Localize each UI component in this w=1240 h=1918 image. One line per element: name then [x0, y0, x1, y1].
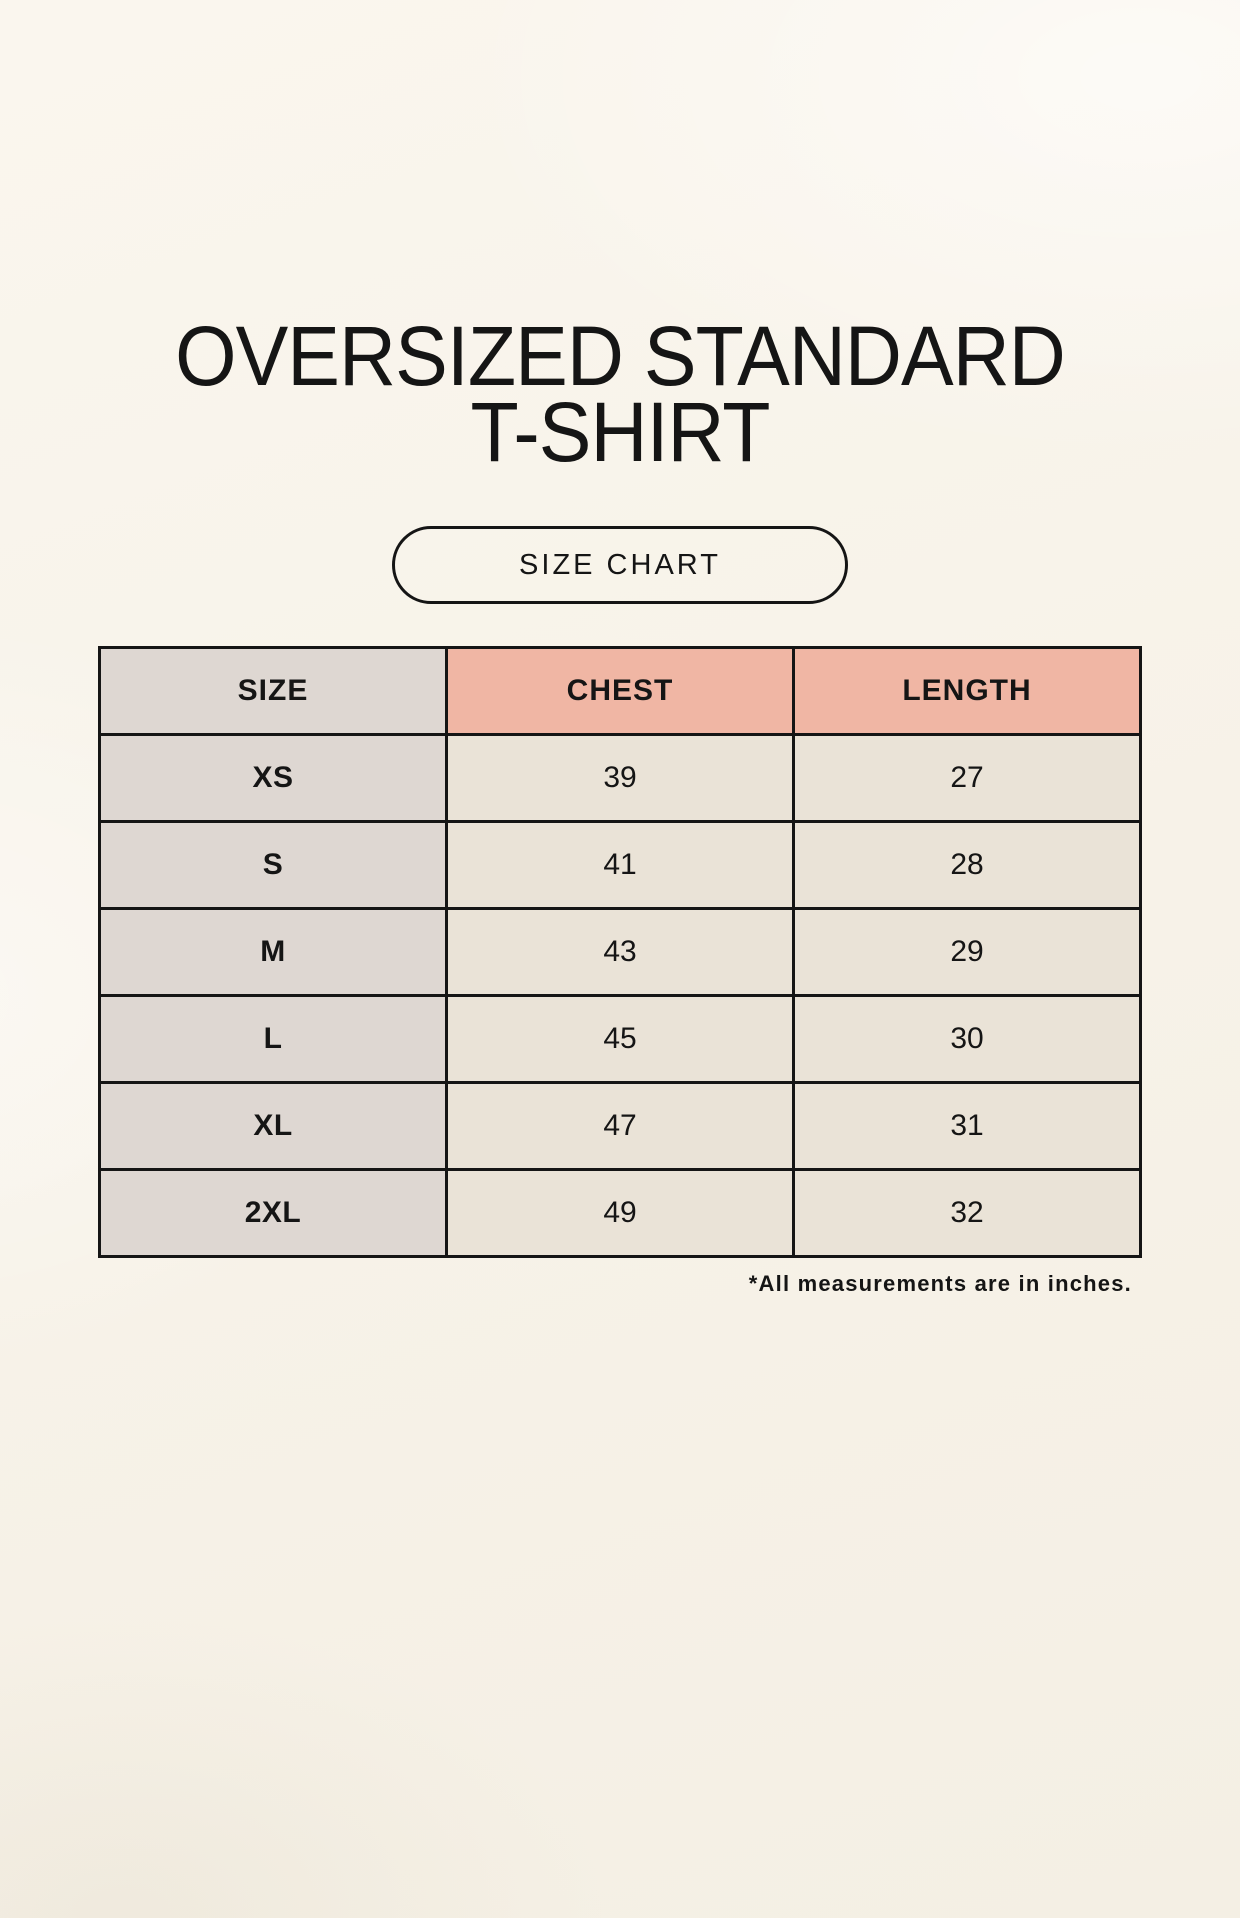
title-line-2: T-SHIRT	[470, 385, 770, 479]
chest-value-cell: 47	[447, 1083, 794, 1170]
size-cell: S	[100, 822, 447, 909]
chest-value-cell: 45	[447, 996, 794, 1083]
size-cell: 2XL	[100, 1170, 447, 1257]
chest-value-cell: 49	[447, 1170, 794, 1257]
table-row	[100, 1170, 1141, 1257]
length-value-cell: 29	[794, 909, 1141, 996]
column-header-size: SIZE	[100, 648, 447, 735]
table-row	[100, 735, 1141, 822]
chest-value-cell: 39	[447, 735, 794, 822]
column-header-length: LENGTH	[794, 648, 1141, 735]
size-cell: L	[100, 996, 447, 1083]
size-table-container	[98, 646, 1142, 1258]
table-row	[100, 1083, 1141, 1170]
size-cell: M	[100, 909, 447, 996]
size-chart-button-label: SIZE CHART	[519, 548, 721, 581]
length-value-cell: 30	[794, 996, 1141, 1083]
size-chart-button[interactable]	[392, 526, 848, 604]
length-value-cell: 27	[794, 735, 1141, 822]
length-value-cell: 32	[794, 1170, 1141, 1257]
size-table-body	[100, 735, 1141, 1257]
chest-value-cell: 41	[447, 822, 794, 909]
page-title	[37, 309, 1203, 479]
size-cell: XS	[100, 735, 447, 822]
table-row	[100, 996, 1141, 1083]
length-value-cell: 28	[794, 822, 1141, 909]
title-line-1: OVERSIZED STANDARD	[175, 309, 1065, 403]
table-header-row	[100, 648, 1141, 735]
table-row	[100, 909, 1141, 996]
measurements-note: *All measurements are in inches.	[748, 1271, 1132, 1296]
size-chart-page	[0, 309, 1240, 1918]
size-table	[98, 646, 1142, 1258]
length-value-cell: 31	[794, 1083, 1141, 1170]
chest-value-cell: 43	[447, 909, 794, 996]
size-cell: XL	[100, 1083, 447, 1170]
column-header-chest: CHEST	[447, 648, 794, 735]
table-row	[100, 822, 1141, 909]
